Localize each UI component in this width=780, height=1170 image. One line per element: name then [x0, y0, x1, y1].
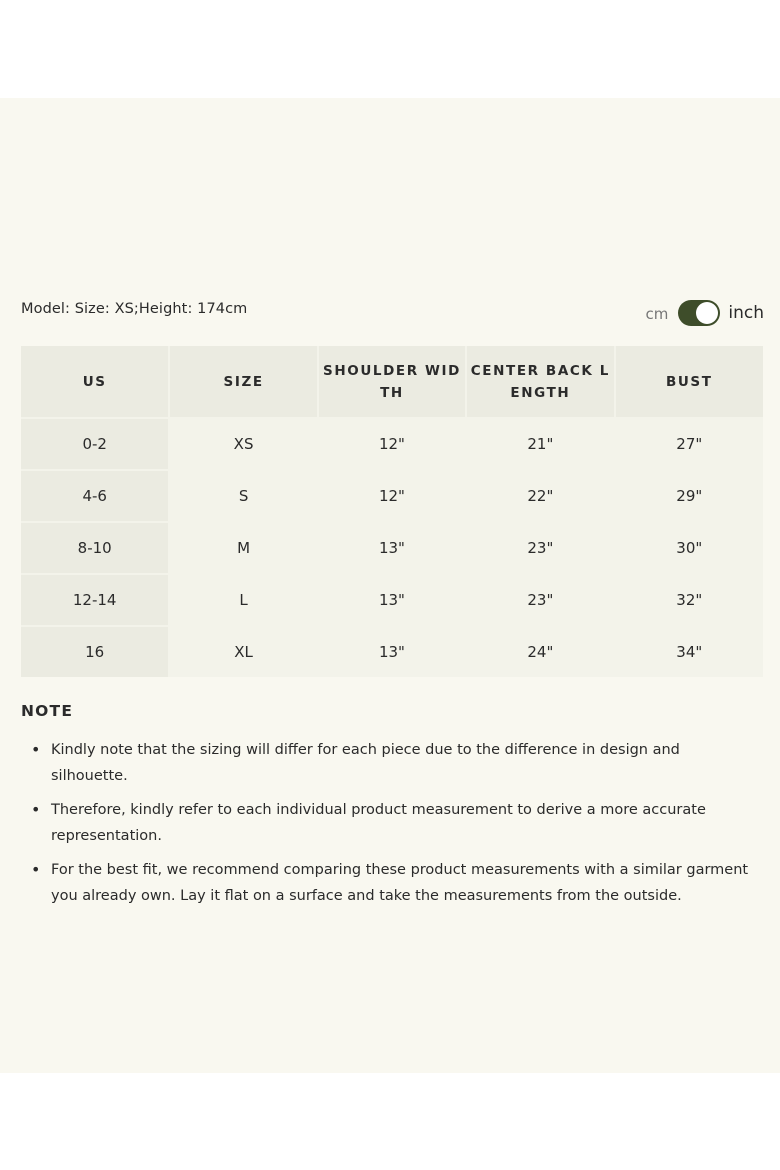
- cell-bust: 30": [615, 522, 763, 574]
- cell-shoulder-width: 13": [318, 626, 466, 677]
- unit-inch-label[interactable]: inch: [728, 303, 764, 323]
- cell-us: 0-2: [21, 418, 169, 470]
- cell-shoulder-width: 12": [318, 418, 466, 470]
- cell-size: M: [169, 522, 317, 574]
- table-header-row: [21, 346, 763, 418]
- header-bust: BUST: [615, 346, 763, 418]
- table-row: [21, 574, 763, 626]
- unit-switch-knob: [696, 302, 718, 324]
- list-item: [21, 797, 761, 849]
- table-row: [21, 626, 763, 677]
- header-us: US: [21, 346, 169, 418]
- bullet-icon: •: [31, 860, 41, 879]
- cell-center-back-length: 21": [466, 418, 614, 470]
- cell-center-back-length: 22": [466, 470, 614, 522]
- table-row: [21, 418, 763, 470]
- unit-switch[interactable]: [678, 300, 720, 326]
- note-text: Therefore, kindly refer to each individual product measurement to derive a more accurate representation.: [51, 802, 706, 844]
- note-text: For the best fit, we recommend comparing these product measurements with a similar garment you already own. Lay it flat on a surface and take the measurements from the outside.: [51, 862, 749, 904]
- cell-us: 16: [21, 626, 169, 677]
- cell-center-back-length: 23": [466, 574, 614, 626]
- cell-us: 12-14: [21, 574, 169, 626]
- table-row: [21, 522, 763, 574]
- bullet-icon: •: [31, 740, 41, 759]
- model-info: Model: Size: XS;Height: 174cm: [21, 301, 248, 317]
- unit-toggle: [646, 300, 764, 326]
- cell-center-back-length: 24": [466, 626, 614, 677]
- cell-size: XS: [169, 418, 317, 470]
- cell-bust: 32": [615, 574, 763, 626]
- cell-shoulder-width: 13": [318, 574, 466, 626]
- cell-size: L: [169, 574, 317, 626]
- header-size: SIZE: [169, 346, 317, 418]
- list-item: [21, 857, 761, 909]
- note-title: NOTE: [21, 702, 74, 720]
- cell-bust: 27": [615, 418, 763, 470]
- cell-us: 8-10: [21, 522, 169, 574]
- cell-shoulder-width: 12": [318, 470, 466, 522]
- cell-bust: 29": [615, 470, 763, 522]
- bullet-icon: •: [31, 800, 41, 819]
- cell-bust: 34": [615, 626, 763, 677]
- unit-cm-label[interactable]: cm: [645, 305, 669, 323]
- model-info-row: [21, 300, 764, 326]
- table-row: [21, 470, 763, 522]
- cell-size: XL: [169, 626, 317, 677]
- note-text: Kindly note that the sizing will differ for each piece due to the difference in design and silhouette.: [51, 742, 680, 784]
- list-item: [21, 737, 761, 789]
- header-shoulder-width: SHOULDER WIDTH: [318, 346, 466, 418]
- cell-shoulder-width: 13": [318, 522, 466, 574]
- size-chart-table: [21, 346, 763, 677]
- header-center-back-length: CENTER BACK LENGTH: [466, 346, 614, 418]
- cell-us: 4-6: [21, 470, 169, 522]
- cell-center-back-length: 23": [466, 522, 614, 574]
- cell-size: S: [169, 470, 317, 522]
- note-list: [21, 737, 761, 917]
